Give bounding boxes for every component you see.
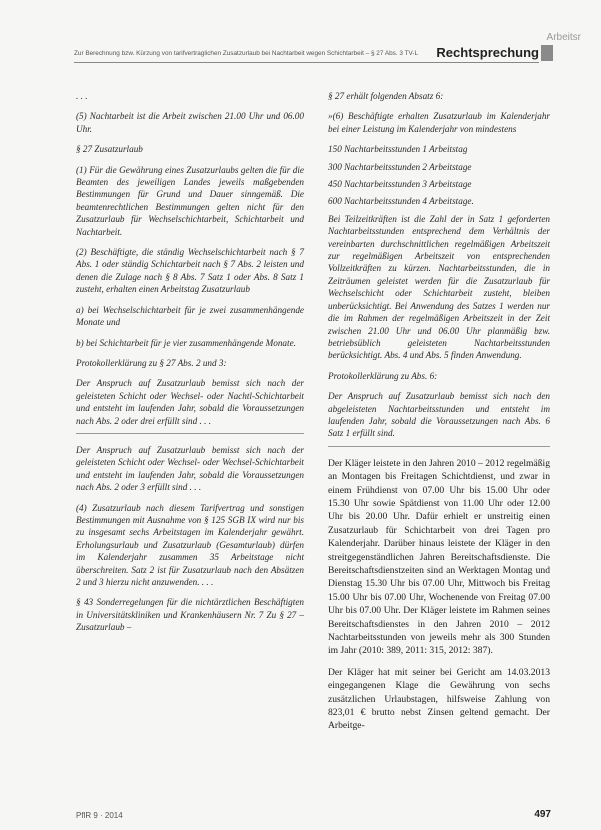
right-paragraph: Der Kläger leistete in den Jahren 2010 – 2012 regelmäßig an Montagen bis Freitagen Schichtdienst, und zwar in einem Frühdienst von 07.00 Uhr bis 15.00 Uhr oder 15.30 Uhr sowie Spätdienst von 11.00 Uhr oder 12.00 Uhr bis 20.00 Uhr. Dafür erhielt er unstreitig einen Zusatzurlaub für Schichtarbeit von drei Tagen pro Kalenderjahr. Darüber hinaus leistete der Kläger in den streitgegenständlichen Jahren Bereitschaftsdienste. Die Bereitschaftsdienstzeiten sind an Werktagen Montag und Dienstag 15.30 Uhr bis 07.00 Uhr, Mittwoch bis Freitag 15.00 Uhr bis 07.00 Uhr, Wochenende von Freitag 07.00 Uhr bis 07.00 Uhr. Der Kläger leistete im Rahmen seines Bereitschaftsdienstes in den Jahren 2010 – 2012 Nachtarbeitsstunden von jeweils mehr als 300 Stunden im Jahr (2010: 389, 2011: 315, 2012: 387). bbox=[328, 457, 550, 657]
journal-source: PflR 9 · 2014 bbox=[76, 811, 123, 820]
running-title: Zur Berechnung bzw. Kürzung von tarifvertraglichen Zusatzurlaub bei Nachtarbeit wegen Schichtarbeit – § 27 Abs. 3 TV-L bbox=[74, 50, 419, 57]
left-paragraph: (4) Zusatzurlaub nach diesem Tarifvertrag und sonstigen Bestimmungen mit Ausnahme von § 125 SGB IX wird nur bis zu insgesamt sechs Arbeitstagen im Kalenderjahr gewährt. Erholungsurlaub und Zusatzurlaub (Gesamturlaub) dürfen im Kalenderjahr zusammen 35 Arbeitstage nicht überschreiten. Satz 2 ist für Zusatzurlaub nach den Absätzen 2 und 3 hierzu nicht anzuwenden. . . . bbox=[76, 502, 304, 587]
left-heading: § 27 Zusatzurlaub bbox=[76, 144, 143, 155]
list-item: 600 Nachtarbeitsstunden 4 Arbeitstage. bbox=[328, 196, 474, 207]
left-paragraph: (5) Nachtarbeit ist die Arbeit zwischen 21.00 Uhr und 06.00 Uhr. bbox=[76, 111, 304, 134]
left-column bbox=[76, 90, 304, 642]
section-title: Rechtsprechung bbox=[436, 45, 539, 60]
left-paragraph: (2) Beschäftigte, die ständig Wechselschichtarbeit nach § 7 Abs. 1 oder ständig Schichtarbeit nach § 7 Abs. 2 leisten und denen die Zulage nach § 8 Abs. 7 Satz 1 oder Abs. 8 Satz 1 zusteht, erhalten einen Arbeitstag Zusatzurlaub bbox=[76, 247, 304, 295]
left-paragraph: (1) Für die Gewährung eines Zusatzurlaubs gelten die für die Beamten des jeweiligen Landes jeweils maßgebenden Bestimmungen für Grund und Dauer sinngemäß. Die beamtenrechtlichen Bestimmungen gelten nicht für den Zusatzurlaub für Wechselschichtarbeit, Schichtarbeit und Nachtarbeit. bbox=[76, 164, 304, 237]
right-paragraph: Bei Teilzeitkräften ist die Zahl der in Satz 1 geforderten Nachtarbeitsstunden entsprechend dem Verhältnis der vereinbarten durchschnittlichen regelmäßigen Arbeitszeit zur regelmäßigen Arbeitszeit von entsprechenden Vollzeitkräften zu kürzen. Nachtarbeitsstunden, die in Zeiträumen geleistet werden für die Zusatzurlaub für Wechselschicht oder Schichtarbeit zusteht, bleiben unberücksichtigt. Bei Anwendung des Satzes 1 werden nur die im Rahmen der regelmäßigen Arbeitszeit in der Zeit zwischen 21.00 Uhr und 06.00 Uhr planmäßig bzw. betriebsüblich geleisteten Nachtarbeitsstunden berücksichtigt. Abs. 4 und Abs. 5 finden Anwendung. bbox=[328, 213, 550, 361]
right-paragraph: »(6) Beschäftigte erhalten Zusatzurlaub im Kalenderjahr bei einer Leistung im Kalenderjahr von mindestens bbox=[328, 111, 550, 134]
section-marker bbox=[541, 45, 553, 61]
left-paragraph: . . . bbox=[76, 91, 88, 101]
page-number: 497 bbox=[534, 809, 551, 820]
list-item: 300 Nachtarbeitsstunden 2 Arbeitstage bbox=[328, 161, 472, 172]
left-paragraph: Der Anspruch auf Zusatzurlaub bemisst sich nach der geleisteten Schicht oder Wechsel- oder Wechsel-Schichtarbeit und entsteht im laufenden Jahr, sobald die Voraussetzungen nach Abs. 2 oder 3 erfüllt sind . . . bbox=[76, 444, 304, 493]
page-footer bbox=[76, 809, 551, 823]
list-item: 450 Nachtarbeitsstunden 3 Arbeitstage bbox=[328, 179, 472, 190]
right-paragraph: Der Kläger hat mit seiner bei Gericht am 14.03.2013 eingegangenen Klage die Gewährung von sechs zusätzlichen Urlaubstagen, hilfsweise Zahlung von 823,01 € brutto nebst Zinsen geltend gemacht. Der Arbeitge- bbox=[328, 666, 550, 732]
left-heading: Protokollerklärung zu § 27 Abs. 2 und 3: bbox=[76, 357, 227, 368]
list-item: 150 Nachtarbeitsstunden 1 Arbeitstag bbox=[328, 144, 468, 155]
night-hours-list bbox=[328, 143, 550, 208]
left-paragraph: § 43 Sonderregelungen für die nichtärztlichen Beschäftigten in Universitätskliniken und Krankenhäusern Nr. 7 Zu § 27 – Zusatzurlaub – bbox=[76, 597, 304, 633]
corner-section-label: Arbeitsr bbox=[546, 32, 581, 43]
right-paragraph: § 27 erhält folgenden Absatz 6: bbox=[328, 91, 444, 101]
right-paragraph: Der Anspruch auf Zusatzurlaub bemisst sich nach den abgeleisteten Nachtarbeitsstunden und entsteht im laufenden Jahr, sobald die Voraussetzungen nach Abs. 6 Satz 1 erfüllt sind. bbox=[328, 390, 550, 447]
left-paragraph: a) bei Wechselschichtarbeit für je zwei zusammenhängende Monate und bbox=[76, 304, 304, 328]
right-column bbox=[328, 90, 550, 741]
page-header bbox=[74, 44, 539, 63]
left-paragraph: b) bei Schichtarbeit für je vier zusammenhängende Monate. bbox=[76, 337, 296, 348]
right-heading: Protokollerklärung zu Abs. 6: bbox=[328, 370, 438, 381]
left-paragraph: Der Anspruch auf Zusatzurlaub bemisst sich nach der geleisteten Schicht oder Wechsel- oder Nachtl-Schichtarbeit und entsteht im laufenden Jahr, sobald die Voraussetzungen nach Abs. 2 oder drei erfüllt sind . . . bbox=[76, 377, 304, 434]
